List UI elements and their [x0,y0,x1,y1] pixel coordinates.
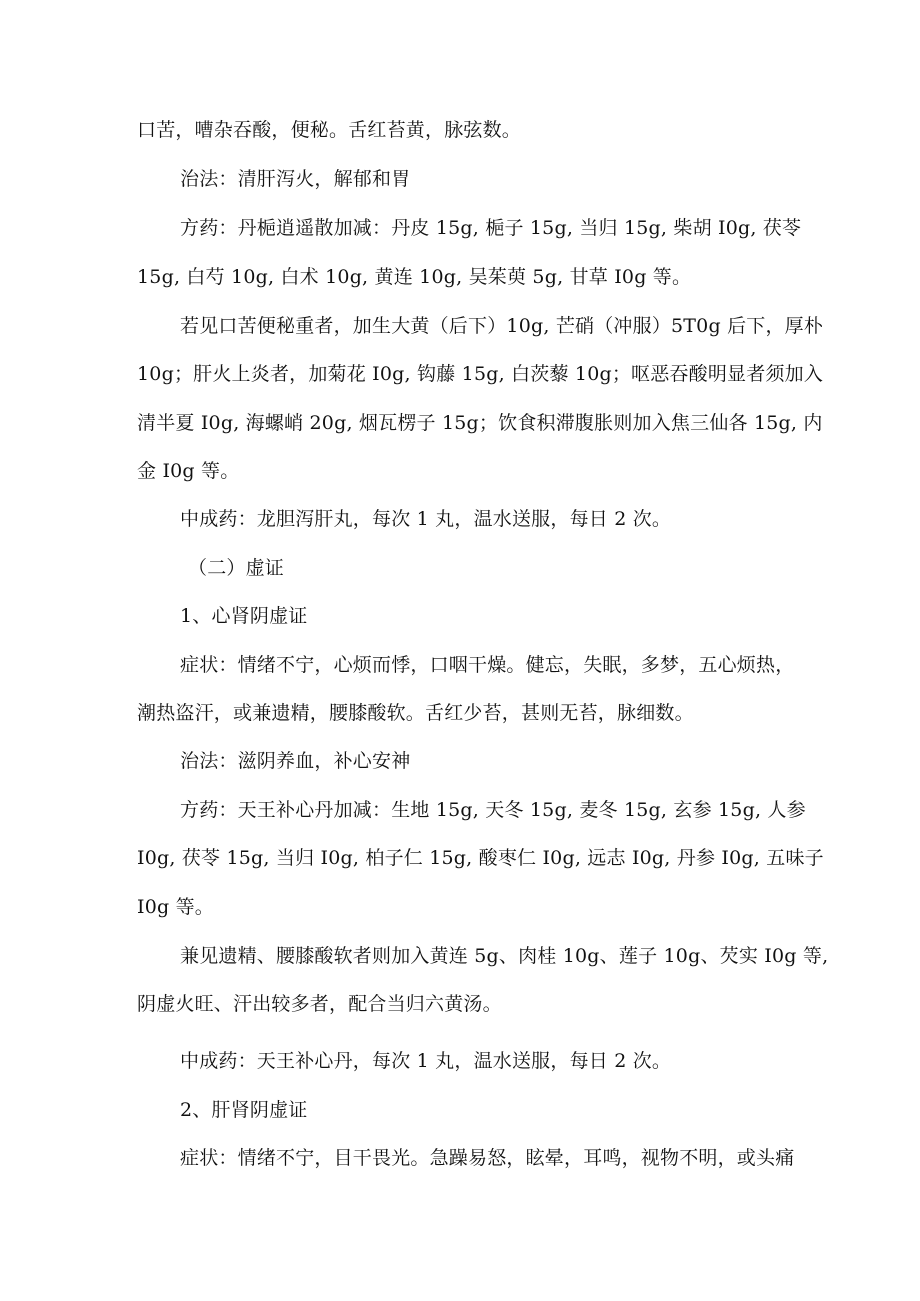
modification-line: 阴虚火旺、汗出较多者，配合当归六黄汤。 [137,993,502,1015]
modification-line: 若见口苦便秘重者，加生大黄（后下）10g, 芒硝（冲服）5T0g 后下，厚朴 [180,315,824,337]
paragraph-line: 口苦，嘈杂吞酸，便秘。舌红苔黄，脉弦数。 [137,119,522,141]
prescription-line: 方药：丹梔逍遥散加减：丹皮 15g, 梔子 15g, 当归 15g, 柴胡 I0g, 茯苓 [180,217,802,239]
symptoms-line: 症状：情绪不宁，目干畏光。急躁易怒，眩晕，耳鸣，视物不明，或头痛 [180,1147,795,1169]
treatment-method-line: 治法：清肝泻火，解郁和胃 [180,168,411,190]
modification-line: 10g；肝火上炎者，加菊花 I0g, 钩藤 15g, 白茨藜 10g；呕恶吞酸明显者须加入 [137,363,824,385]
modification-line: 清半夏 I0g, 海螺峭 20g, 烟瓦楞子 15g；饮食积滞腹胀则加入焦三仙各 15g, 内 [137,412,823,434]
patent-medicine-line: 中成药：龙胆泻肝丸，每次 1 丸，温水送服，每日 2 次。 [180,508,672,530]
treatment-method-line: 治法：滋阴养血，补心安神 [180,750,411,772]
prescription-line: I0g, 茯苓 15g, 当归 I0g, 柏子仁 15g, 酸枣仁 I0g, 远志 I0g, 丹参 I0g, 五味子 [137,847,824,869]
subsection-heading: 2、肝肾阴虚证 [180,1099,308,1121]
symptoms-line: 潮热盗汗，或兼遗精，腰膝酸软。舌红少苔，甚则无苔，脉细数。 [137,702,694,724]
patent-medicine-line: 中成药：天王补心丹，每次 1 丸，温水送服，每日 2 次。 [180,1050,672,1072]
symptoms-line: 症状：情绪不宁，心烦而悸，口咽干燥。健忘，失眠，多梦，五心烦热， [180,654,795,676]
prescription-line: I0g 等。 [137,896,214,918]
prescription-line: 15g, 白芍 10g, 白术 10g, 黄连 10g, 吴茱萸 5g, 甘草 I0g 等。 [137,266,692,288]
section-heading: （二）虚证 [188,557,285,579]
modification-line: 兼见遗精、腰膝酸软者则加入黄连 5g、肉桂 10g、莲子 10g、芡实 I0g 等, [180,945,829,967]
modification-line: 金 I0g 等。 [137,460,240,482]
prescription-line: 方药：天王补心丹加减：生地 15g, 天冬 15g, 麦冬 15g, 玄参 15g, 人参 [180,799,806,821]
subsection-heading: 1、心肾阴虚证 [180,605,308,627]
